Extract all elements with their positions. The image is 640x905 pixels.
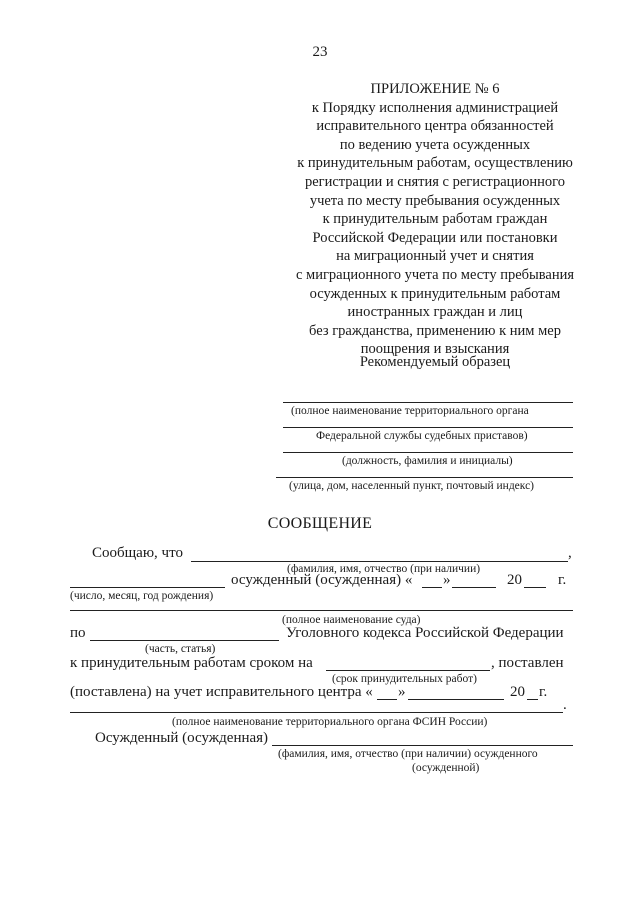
appendix-line: учета по месту пребывания осужденных [309,192,561,209]
convicted-label: осужденный (осужденная) « [231,572,413,588]
addressee-line-3[interactable] [283,452,573,453]
under-label: по [70,625,86,641]
court-hint: (полное наименование суда) [282,614,421,626]
addressee-line-4[interactable] [276,477,573,478]
appendix-line: на миграционный учет и снятия [336,248,534,265]
birth-hint: (число, месяц, год рождения) [70,590,214,602]
appendix-header [270,80,600,359]
appendix-line: к принудительным работам граждан [322,211,548,228]
criminal-code-label: Уголовного кодекса Российской Федерации [286,625,564,641]
addressee-hint-4: (улица, дом, населенный пункт, почтовый индекс) [289,480,535,492]
article-field[interactable] [90,640,279,641]
registered-f-label: (поставлена) на учет исправительного центра « [70,684,373,700]
fsin-hint: (полное наименование территориального органа ФСИН России) [172,716,488,728]
sample-label: Рекомендуемый образец [359,354,511,370]
appendix-line: по ведению учета осужденных [339,136,531,153]
birth-date-field[interactable] [70,587,225,588]
inform-label: Сообщаю, что [92,545,183,561]
addressee-hint-3: (должность, фамилия и инициалы) [342,455,513,467]
appendix-line: иностранных граждан и лиц [347,304,523,321]
appendix-line: поощрения и взыскания [360,341,510,358]
appendix-line: к Порядку исполнения администрацией [311,99,559,116]
reg-month-field[interactable] [452,587,496,588]
center-day-field[interactable] [377,699,397,700]
year-suffix: г. [558,572,567,588]
term-field[interactable] [326,670,490,671]
appendix-line: к принудительным работам, осуществлению [297,155,573,172]
appendix-line: регистрации и снятия с регистрационного [304,173,566,190]
page-number: 23 [312,44,328,60]
court-field[interactable] [70,610,573,611]
fio-field[interactable] [191,561,568,562]
appendix-line: Российской Федерации или постановки [312,229,558,246]
year-prefix: 20 [507,572,522,588]
center-year-field[interactable] [527,699,538,700]
term-hint: (срок принудительных работ) [332,673,477,685]
convict-hint-2: (осужденной) [412,762,480,774]
reg-year-field[interactable] [524,587,546,588]
appendix-line: осужденных к принудительным работам [309,285,561,302]
quote-close: » [443,572,451,588]
appendix-title: ПРИЛОЖЕНИЕ № 6 [370,81,500,97]
addressee-line-2[interactable] [283,427,573,428]
addressee-hint-1: (полное наименование территориального органа [291,405,529,417]
fsin-field[interactable] [70,712,563,713]
convict-signature-field[interactable] [272,745,573,746]
appendix-line: исправительного центра обязанностей [316,118,554,135]
reg-day-field[interactable] [422,587,442,588]
year-suffix-2: г. [539,684,548,700]
fio-comma: , [568,545,572,561]
year-prefix-2: 20 [510,684,525,700]
forced-labor-label: к принудительным работам сроком на [70,655,313,671]
addressee-line-1[interactable] [283,402,573,403]
fsin-period: . [563,697,567,713]
convict-label: Осужденный (осужденная) [95,730,269,746]
appendix-line: с миграционного учета по месту пребывания [295,266,575,283]
message-heading: СООБЩЕНИЕ [267,515,373,532]
article-hint: (часть, статья) [145,643,216,655]
quote-close-2: » [398,684,406,700]
addressee-hint-2: Федеральной службы судебных приставов) [316,430,528,442]
appendix-line: без гражданства, применению к ним мер [309,322,561,339]
convict-hint: (фамилия, имя, отчество (при наличии) осужденного [278,748,538,760]
center-month-field[interactable] [408,699,504,700]
registered-label: , поставлен [491,655,564,671]
fio-hint: (фамилия, имя, отчество (при наличии) [287,563,481,575]
